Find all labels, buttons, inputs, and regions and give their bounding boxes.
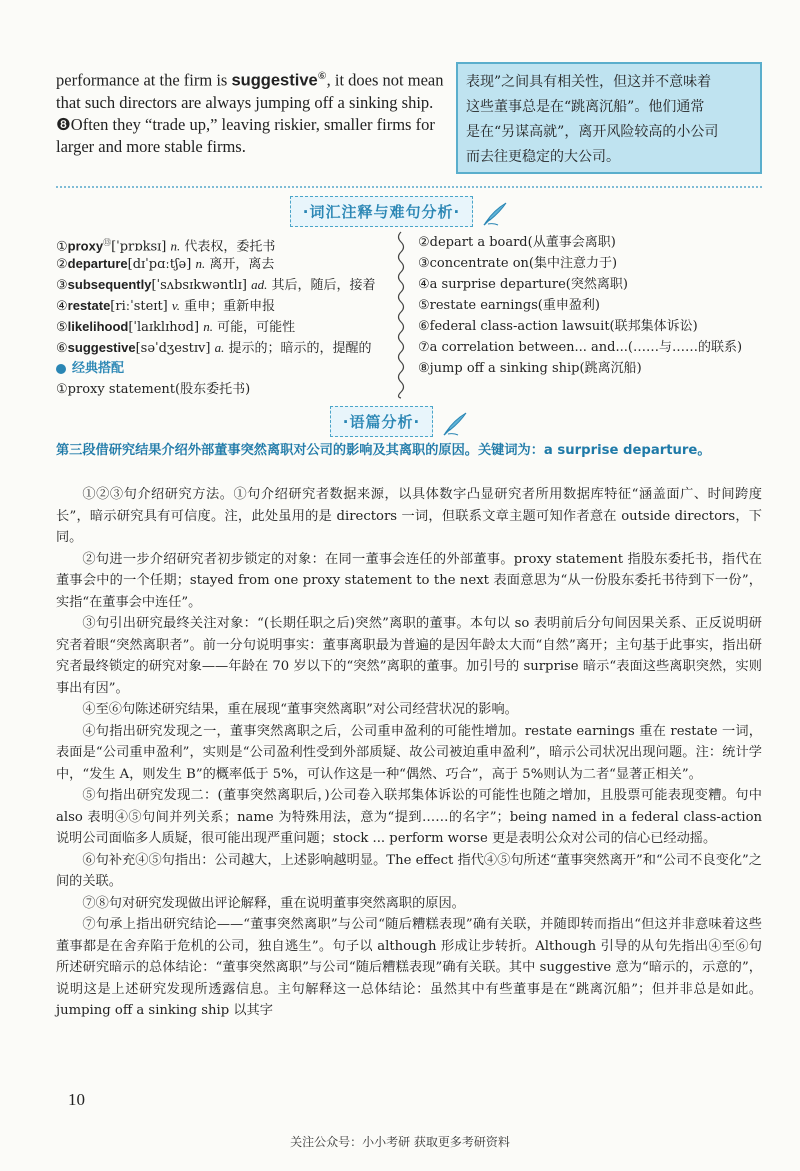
en-text: larger and more stable firms. bbox=[56, 136, 246, 156]
dotted-divider bbox=[56, 186, 762, 188]
phrase-entry: ⑧jump off a sinking ship(跳离沉船) bbox=[418, 361, 642, 376]
phrase-entry: ②depart a board(从董事会离职) bbox=[418, 235, 616, 250]
analysis-paragraph: ④至⑥句陈述研究结果，重在展现“董事突然离职”对公司经营状况的影响。 bbox=[82, 702, 518, 717]
en-text: ❽Often they “trade up,” leaving riskier, smaller firms for bbox=[56, 114, 435, 134]
vocab-entry: ⑤likelihood[ˈlaɪklɪhʊd] n. 可能，可能性 bbox=[56, 319, 296, 335]
footnote-mark: ⑥ bbox=[317, 71, 327, 82]
vocab-section-header bbox=[0, 196, 800, 227]
vocab-entry: ⑥suggestive[səˈdʒestɪv] a. 提示的；暗示的，提醒的 bbox=[56, 340, 372, 356]
collocation-item: ①proxy statement(股东委托书) bbox=[56, 382, 251, 397]
top-english-passage bbox=[56, 66, 446, 158]
analysis-paragraph: ⑤句指出研究发现二：(董事突然离职后，)公司卷入联邦集体诉讼的可能性也随之增加，且股票可能表现变糟。句中 also 表明④⑤句间并列关系；name 为特殊用法，意为“提到……的名字”；being named in a federal class-action 说明公司面临多人质疑，很可能出现严重问题；stock ... perform worse 更是表明公众对公司的信心已经动摇。 bbox=[56, 788, 762, 846]
phrase-entry: ⑦a correlation between... and...(……与……的联系) bbox=[418, 340, 743, 355]
collocation-heading: 经典搭配 bbox=[56, 358, 376, 379]
vocab-entry: ②departure[dɪˈpɑːtʃə] n. 离开，离去 bbox=[56, 256, 275, 272]
en-text: performance at the firm is bbox=[56, 70, 232, 90]
phrase-entry: ⑤restate earnings(重申盈利) bbox=[418, 298, 600, 313]
en-text: , it does not mean bbox=[326, 70, 444, 90]
analysis-paragraph: ⑦句承上指出研究结论——“董事突然离职”与公司“随后糟糕表现”确有关联，并随即转而指出“但这并非意味着这些董事都是在舍弃陷于危机的公司，独自逃生”。句子以 although 形成让步转折。Although 引导的从句先指出④至⑥句所述研究暗示的总体结论：“董事突然离职”与公司“随后糟糕表现”确有关联。其中 suggestive 意为“暗示的，示意的”，说明这是上述研究发现所透露信息。主句解释这一总体结论：虽然其中有些董事是在“跳离沉船”；但并非总是如此。jumping off a sinking ship 以其字 bbox=[56, 917, 762, 1018]
vocab-entry: ①proxy⑬[ˈprɒksɪ] n. 代表权，委托书 bbox=[56, 238, 276, 255]
analysis-paragraph: ③句引出研究最终关注对象：“(长期任职之后)突然”离职的董事。本句以 so 表明前后分句间因果关系、正反说明研究者着眼“突然离职者”。前一分句说明事实：董事离职最为普遍的是因年龄太大而“自然”离开；主句基于此事实，指出研究者最终锁定的研究对象——年龄在 70 岁以下的“突然”离职的董事。加引号的 surprise 暗示“表面这些离职突然，实则事出有因”。 bbox=[56, 616, 762, 696]
vocab-left-column bbox=[56, 232, 376, 400]
discourse-section-header bbox=[0, 406, 800, 437]
en-text: that such directors are always jumping off a sinking ship. bbox=[56, 92, 434, 112]
vocab-entry: ③subsequently[ˈsʌbsɪkwəntlɪ] ad. 其后，随后，接着 bbox=[56, 277, 376, 293]
analysis-paragraph: ①②③句介绍研究方法。①句介绍研究者数据来源，以具体数字凸显研究者所用数据库特征“涵盖面广、时间跨度长”，暗示研究具有可信度。注，此处虽用的是 directors 一词，但联系文章主题可知作者意在 outside directors，下同。 bbox=[56, 487, 762, 545]
translation-line: 这些董事总是在“跳离沉船”。他们通常 bbox=[466, 99, 705, 115]
footer-note: 关注公众号：小小考研 获取更多考研资料 bbox=[290, 1135, 510, 1149]
phrase-entry: ③concentrate on(集中注意力于) bbox=[418, 256, 618, 271]
phrase-entry: ⑥federal class-action lawsuit(联邦集体诉讼) bbox=[418, 319, 698, 334]
discourse-intro: 第三段借研究结果介绍外部董事突然离职对公司的影响及其离职的原因。关键词为：a surprise departure。 bbox=[56, 443, 711, 458]
vocab-right-column bbox=[418, 232, 742, 379]
chain-divider-icon bbox=[395, 230, 407, 400]
translation-line: 是在“另谋高就”，离开风险较高的小公司 bbox=[466, 124, 719, 140]
analysis-paragraph: ⑥句补充④⑤句指出：公司越大，上述影响越明显。The effect 指代④⑤句所述“董事突然离开”和“公司不良变化”之间的关联。 bbox=[56, 852, 762, 889]
analysis-paragraph: ⑦⑧句对研究发现做出评论解释，重在说明董事突然离职的原因。 bbox=[82, 895, 465, 911]
quill-pen-icon bbox=[482, 200, 510, 226]
translation-box bbox=[456, 62, 762, 174]
page-number: 10 bbox=[68, 1090, 85, 1109]
analysis-body bbox=[56, 484, 762, 1022]
bold-word: suggestive bbox=[231, 71, 318, 90]
section-title: ·语篇分析· bbox=[330, 406, 433, 437]
phrase-entry: ④a surprise departure(突然离职) bbox=[418, 277, 628, 292]
translation-line: 而去往更稳定的大公司。 bbox=[466, 149, 620, 165]
analysis-paragraph: ④句指出研究发现之一，董事突然离职之后，公司重申盈利的可能性增加。restate earnings 重在 restate 一词，表面是“公司重申盈利”，实则是“公司盈利性受到外部质疑、故公司被迫重申盈利”，暗示公司状况出现问题。注：统计学中，“发生 A，则发生 B”的概率低于 5%，可认作这是一种“偶然、巧合”，高于 5%则认为二者“显著正相关”。 bbox=[56, 723, 762, 782]
section-title: ·词汇注释与难句分析· bbox=[290, 196, 473, 227]
analysis-paragraph: ②句进一步介绍研究者初步锁定的对象：在同一董事会连任的外部董事。proxy statement 指股东委托书，指代在董事会中的一个任期；stayed from one proxy statement to the next 表面意思为“从一份股东委托书待到下一份”，实指“在董事会中连任”。 bbox=[56, 551, 762, 610]
vocab-entry: ④restate[riːˈsteɪt] v. 重申；重新申报 bbox=[56, 298, 276, 314]
translation-line: 表现”之间具有相关性，但这并不意味着 bbox=[466, 74, 712, 90]
quill-pen-icon bbox=[442, 410, 470, 436]
bullet-icon bbox=[56, 364, 66, 374]
